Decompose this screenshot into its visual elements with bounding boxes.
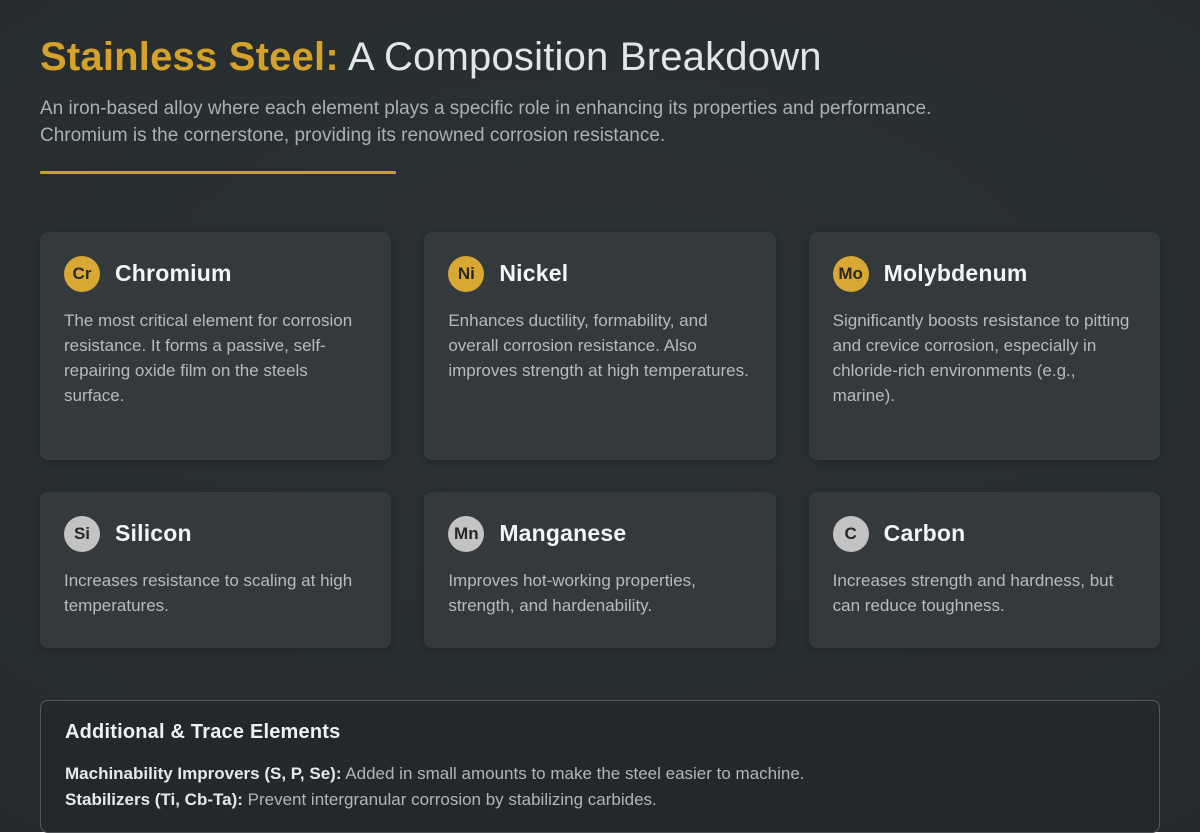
subtitle-line-2: Chromium is the cornerstone, providing its renowned corrosion resistance.: [40, 124, 666, 146]
element-symbol-badge: Mo: [833, 256, 869, 292]
element-description: Increases resistance to scaling at high temperatures.: [64, 570, 353, 615]
page-title-highlight: Stainless Steel:: [40, 35, 339, 79]
element-card-manganese: [424, 492, 775, 648]
element-name: Manganese: [499, 520, 627, 547]
element-card-carbon: [809, 492, 1160, 648]
card-header: [64, 516, 367, 552]
trace-item-text: Prevent intergranular corrosion by stabilizing carbides.: [242, 790, 657, 810]
element-symbol-badge: Ni: [448, 256, 484, 292]
trace-panel-heading: Additional & Trace Elements: [65, 720, 341, 743]
element-symbol-badge: Si: [64, 516, 100, 552]
trace-item-machinability: [65, 761, 1135, 787]
accent-underline: [40, 171, 396, 174]
element-name: Carbon: [883, 520, 966, 547]
trace-item-label: Machinability Improvers (S, P, Se):: [65, 763, 342, 783]
element-name: Nickel: [499, 260, 569, 287]
trace-item-stabilizers: [65, 787, 1135, 813]
card-header: [833, 256, 1136, 292]
card-header: [64, 256, 367, 292]
element-name: Molybdenum: [883, 260, 1028, 287]
page-title: [40, 34, 1160, 80]
element-symbol-badge: Mn: [448, 516, 484, 552]
trace-item-label: Stabilizers (Ti, Cb-Ta):: [65, 790, 243, 810]
card-header: [833, 516, 1136, 552]
element-name: Chromium: [115, 260, 232, 287]
element-description: Enhances ductility, formability, and overall corrosion resistance. Also improves strength at high temperatures.: [448, 310, 749, 380]
element-card-molybdenum: [809, 232, 1160, 460]
page-title-rest: A Composition Breakdown: [338, 35, 822, 79]
element-description: Improves hot-working properties, strength, and hardenability.: [448, 570, 696, 615]
card-header: [448, 516, 751, 552]
trace-elements-panel: [40, 700, 1160, 833]
page-subtitle: [40, 96, 1160, 150]
element-name: Silicon: [115, 520, 192, 547]
subtitle-line-1: An iron-based alloy where each element plays a specific role in enhancing its properties and performance.: [40, 98, 932, 119]
trace-panel-lines: [65, 761, 1135, 814]
element-description: Significantly boosts resistance to pitting and crevice corrosion, especially in chloride-rich environments (e.g., marine).: [832, 310, 1130, 405]
element-card-grid: [40, 232, 1160, 648]
element-card-silicon: [40, 492, 391, 648]
element-card-chromium: [40, 232, 391, 460]
card-header: [448, 256, 751, 292]
element-description: The most critical element for corrosion resistance. It forms a passive, self-repairing oxide film on the steels surface.: [64, 310, 353, 405]
element-symbol-badge: C: [833, 516, 869, 552]
trace-item-text: Added in small amounts to make the steel easier to machine.: [341, 763, 805, 783]
element-description: Increases strength and hardness, but can reduce toughness.: [832, 570, 1114, 615]
element-symbol-badge: Cr: [64, 256, 100, 292]
element-card-nickel: [424, 232, 775, 460]
